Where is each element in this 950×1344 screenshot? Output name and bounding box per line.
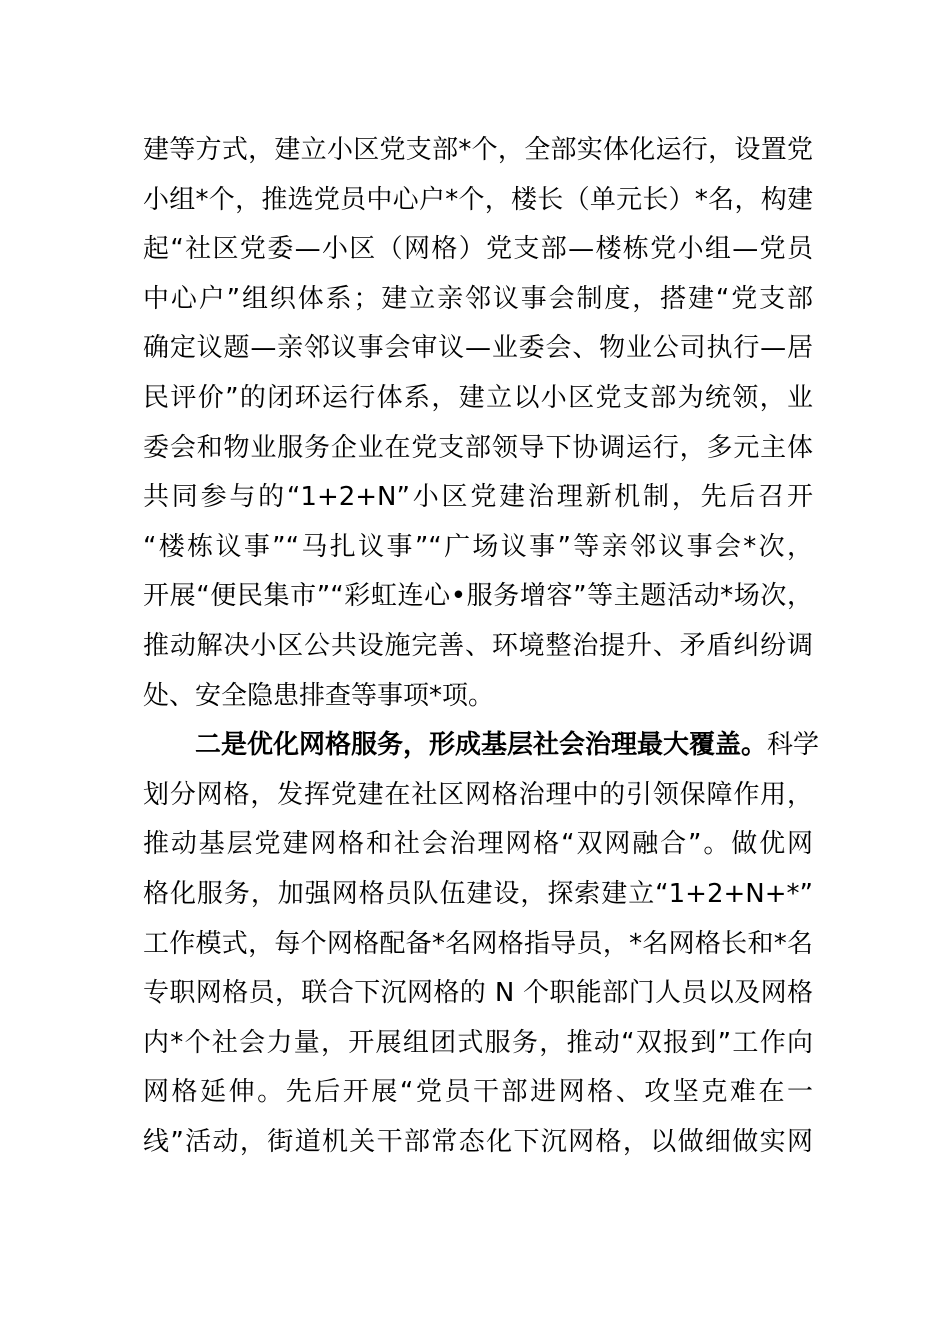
text-line: “楼栋议事”“马扎议事”“广场议事”等亲邻议事会*次， — [143, 531, 813, 562]
text-line: 网格延伸。先后开展“党员干部进网格、攻坚克难在一 — [143, 1077, 813, 1108]
text-line: 确定议题—亲邻议事会审议—业委会、物业公司执行—居 — [143, 333, 813, 364]
section-heading: 二是优化网格服务，形成基层社会治理最大覆盖。 — [195, 730, 768, 761]
text-line: 划分网格，发挥党建在社区网格治理中的引领保障作用， — [143, 779, 813, 810]
text-line: 委会和物业服务企业在党支部领导下协调运行，多元主体 — [143, 432, 813, 463]
text-line: 专职网格员，联合下沉网格的 N 个职能部门人员以及网格 — [143, 978, 813, 1009]
heading-continuation: 科学 — [767, 730, 820, 761]
text-line: 工作模式，每个网格配备*名网格指导员，*名网格长和*名 — [143, 928, 813, 959]
text-line: 处、安全隐患排查等事项*项。 — [143, 680, 495, 711]
text-line: 共同参与的“1+2+N”小区党建治理新机制，先后召开 — [143, 482, 813, 513]
text-line: 格化服务，加强网格员队伍建设，探索建立“1+2+N+*” — [143, 878, 813, 909]
text-line: 民评价”的闭环运行体系，建立以小区党支部为统领，业 — [143, 382, 813, 413]
text-line: 中心户”组织体系；建立亲邻议事会制度，搭建“党支部 — [143, 283, 813, 314]
text-line: 线”活动，街道机关干部常态化下沉网格，以做细做实网 — [143, 1126, 813, 1157]
text-line: 推动基层党建网格和社会治理网格“双网融合”。做优网 — [143, 829, 813, 860]
text-line: 内*个社会力量，开展组团式服务，推动“双报到”工作向 — [143, 1027, 813, 1058]
text-line: 小组*个，推选党员中心户*个，楼长（单元长）*名，构建 — [143, 184, 813, 215]
text-line: 开展“便民集市”“彩虹连心•服务增容”等主题活动*场次， — [143, 581, 813, 612]
text-line: 起“社区党委—小区（网格）党支部—楼栋党小组—党员 — [143, 234, 813, 265]
paragraph-1 — [143, 126, 813, 721]
text-line-first — [143, 721, 820, 771]
body-text — [143, 126, 820, 1167]
paragraph-2 — [143, 721, 820, 1167]
text-line: 推动解决小区公共设施完善、环境整治提升、矛盾纠纷调 — [143, 630, 813, 661]
text-line: 建等方式，建立小区党支部*个，全部实体化运行，设置党 — [143, 135, 813, 165]
